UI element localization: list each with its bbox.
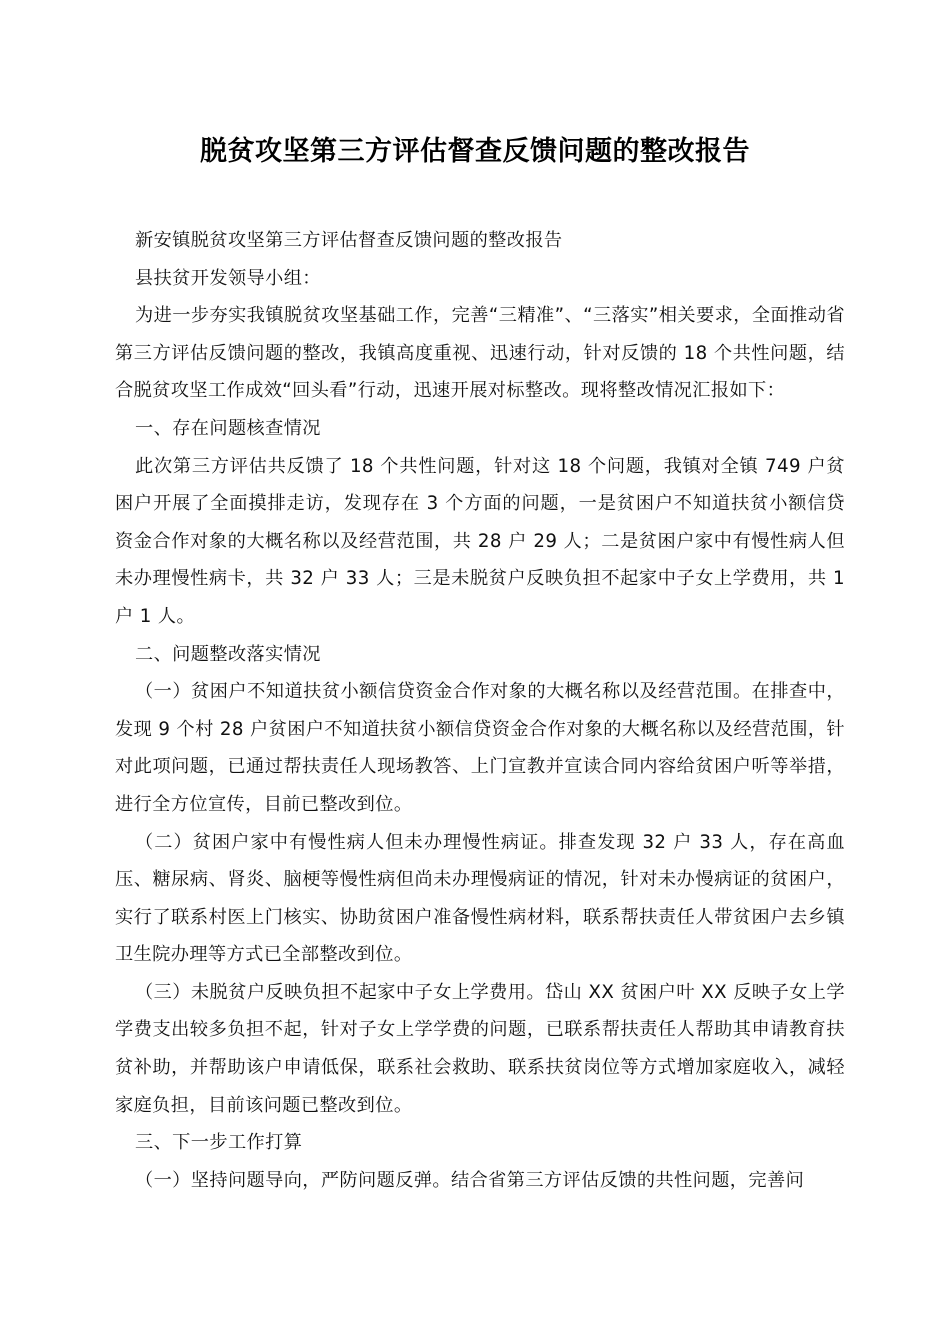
body-paragraph: （一）贫困户不知道扶贫小额信贷资金合作对象的大概名称以及经营范围。在排查中，发现 9 个村 28 户贫困户不知道扶贫小额信贷资金合作对象的大概名称以及经营范围，针对此项问题，已通过帮扶责任人现场教答、上门宣教并宣读合同内容给贫困户听等举措，进行全方位宣传，目前已整改到位。 [115,681,845,815]
document-body [115,222,845,1199]
section-heading-1: 一、存在问题核查情况 [135,417,321,439]
subtitle-paragraph: 新安镇脱贫攻坚第三方评估督查反馈问题的整改报告 [135,230,563,251]
body-paragraph: （一）坚持问题导向，严防问题反弹。结合省第三方评估反馈的共性问题，完善问 [135,1169,805,1191]
section-heading-2: 二、问题整改落实情况 [135,643,321,665]
body-paragraph: 此次第三方评估共反馈了 18 个共性问题，针对这 18 个问题，我镇对全镇 749 户贫困户开展了全面摸排走访，发现存在 3 个方面的问题，一是贫困户不知道扶贫小额信贷资金合作对象的大概名称以及经营范围，共 28 户 29 人；二是贫困户家中有慢性病人但未办理慢性病卡，共 32 户 33 人；三是未脱贫户反映负担不起家中子女上学费用，共 1 户 1 人。 [115,455,845,627]
intro-paragraph: 为进一步夯实我镇脱贫攻坚基础工作，完善“三精准”、“三落实”相关要求，全面推动省第三方评估反馈问题的整改，我镇高度重视、迅速行动，针对反馈的 18 个共性问题，结合脱贫攻坚工作成效“回头看”行动，迅速开展对标整改。现将整改情况汇报如下： [115,305,845,402]
document-title: 脱贫攻坚第三方评估督查反馈问题的整改报告 [200,136,750,167]
section-heading-3: 三、下一步工作打算 [135,1132,303,1154]
body-paragraph: （二）贫困户家中有慢性病人但未办理慢性病证。排查发现 32 户 33 人，存在高血压、糖尿病、肾炎、脑梗等慢性病但尚未办理慢病证的情况，针对未办慢病证的贫困户，实行了联系村医上门核实、协助贫困户准备慢性病材料，联系帮扶责任人带贫困户去乡镇卫生院办理等方式已全部整改到位。 [115,831,845,966]
body-paragraph: （三）未脱贫户反映负担不起家中子女上学费用。岱山 XX 贫困户叶 XX 反映子女上学学费支出较多负担不起，针对子女上学学费的问题，已联系帮扶责任人帮助其申请教育扶贫补助，并帮助该户申请低保，联系社会救助、联系扶贫岗位等方式增加家庭收入，减轻家庭负担，目前该问题已整改到位。 [115,981,845,1116]
salutation-paragraph: 县扶贫开发领导小组： [135,267,321,289]
